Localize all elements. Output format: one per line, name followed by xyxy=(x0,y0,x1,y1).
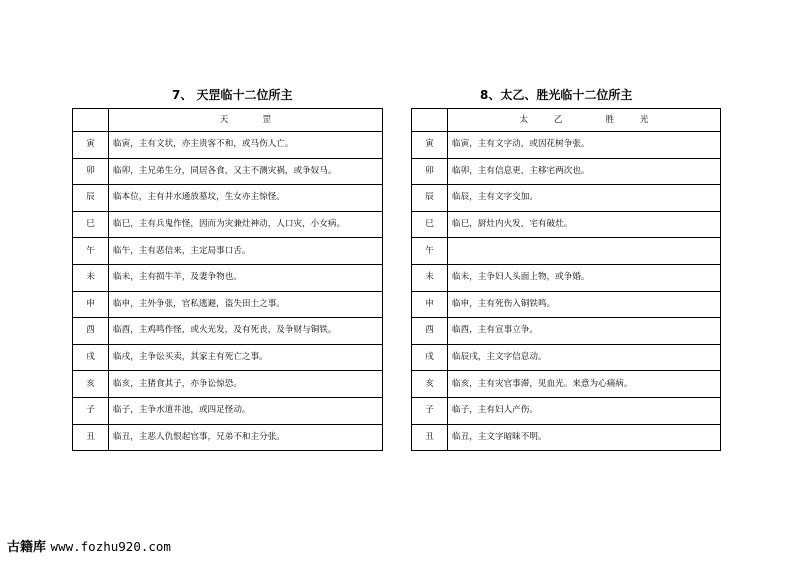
branch-cell: 戌 xyxy=(73,344,109,371)
branch-cell: 酉 xyxy=(412,318,448,345)
header-blank-cell xyxy=(412,109,448,132)
meaning-cell: 临寅，主有文字动，或因花树争张。 xyxy=(448,132,721,159)
meaning-cell: 临本位，主有井水通放墓坟，生女亦主惊怪。 xyxy=(109,185,383,212)
meaning-cell: 临酉，主有宣事立争。 xyxy=(448,318,721,345)
table-header-cell: 天 罡 xyxy=(109,109,383,132)
meaning-cell: 临未，主争妇人头面上物，或争婚。 xyxy=(448,264,721,291)
table-row xyxy=(412,132,721,159)
meaning-cell: 临午，主有恶信来，主定局事口舌。 xyxy=(109,238,383,265)
table-row xyxy=(73,397,383,424)
table-row xyxy=(73,371,383,398)
table-row xyxy=(412,158,721,185)
meaning-cell: 临辰，主有文字交加。 xyxy=(448,185,721,212)
branch-cell: 辰 xyxy=(73,185,109,212)
branch-cell: 巳 xyxy=(412,211,448,238)
right-section-title: 8、太乙、胜光临十二位所主 xyxy=(480,88,633,102)
table-row xyxy=(73,185,383,212)
site-name: 古籍库 xyxy=(7,540,47,555)
table-row xyxy=(73,158,383,185)
branch-cell: 未 xyxy=(73,264,109,291)
meaning-cell: 临未，主有损牛羊，及妻争物也。 xyxy=(109,264,383,291)
branch-cell: 寅 xyxy=(412,132,448,159)
branch-cell: 辰 xyxy=(412,185,448,212)
tiangang-table xyxy=(72,108,383,451)
branch-cell: 丑 xyxy=(73,424,109,451)
table-row xyxy=(412,185,721,212)
table-row xyxy=(73,318,383,345)
table-row xyxy=(73,264,383,291)
branch-cell: 子 xyxy=(73,397,109,424)
branch-cell: 午 xyxy=(412,238,448,265)
meaning-cell: 临丑，主恶人仇恨起官事，兄弟不和主分张。 xyxy=(109,424,383,451)
meaning-cell: 临申，主外争张，官私逃避，盗失田土之事。 xyxy=(109,291,383,318)
header-blank-cell xyxy=(73,109,109,132)
meaning-cell: 临卯，主兄弟生分，同居各食，又主不测灾祸，或争奴马。 xyxy=(109,158,383,185)
branch-cell: 寅 xyxy=(73,132,109,159)
table-row xyxy=(412,211,721,238)
meaning-cell: 临申，主有死伤入铜铁鸣。 xyxy=(448,291,721,318)
branch-cell: 未 xyxy=(412,264,448,291)
table-row xyxy=(412,424,721,451)
branch-cell: 申 xyxy=(412,291,448,318)
branch-cell: 卯 xyxy=(412,158,448,185)
branch-cell: 亥 xyxy=(73,371,109,398)
meaning-cell xyxy=(448,238,721,265)
table-row xyxy=(412,397,721,424)
site-url-link[interactable]: www.fozhu920.com xyxy=(50,539,171,554)
meaning-cell: 临寅，主有文状，亦主贵客不和，或马伤人亡。 xyxy=(109,132,383,159)
branch-cell: 申 xyxy=(73,291,109,318)
table-row xyxy=(73,424,383,451)
table-row xyxy=(412,318,721,345)
meaning-cell: 临辰戌，主文字信息动。 xyxy=(448,344,721,371)
meaning-cell: 临巳，厨灶内火发，宅有破灶。 xyxy=(448,211,721,238)
table-row xyxy=(412,371,721,398)
meaning-cell: 临卯，主有信息更，主移宅两次也。 xyxy=(448,158,721,185)
meaning-cell: 临戌，主争讼买卖，其家主有死亡之事。 xyxy=(109,344,383,371)
branch-cell: 午 xyxy=(73,238,109,265)
branch-cell: 丑 xyxy=(412,424,448,451)
table-row xyxy=(73,344,383,371)
table-row xyxy=(73,291,383,318)
table-row xyxy=(412,264,721,291)
table-row xyxy=(73,132,383,159)
table-row xyxy=(412,238,721,265)
meaning-cell: 临子，主有妇人产伤。 xyxy=(448,397,721,424)
table-row xyxy=(73,211,383,238)
branch-cell: 卯 xyxy=(73,158,109,185)
branch-cell: 戌 xyxy=(412,344,448,371)
table-row xyxy=(73,238,383,265)
left-section-title: 7、 天罡临十二位所主 xyxy=(172,88,293,102)
meaning-cell: 临子，主争水道井池，或四足怪动。 xyxy=(109,397,383,424)
branch-cell: 子 xyxy=(412,397,448,424)
taiyi-shengguang-table xyxy=(411,108,721,451)
table-row xyxy=(412,344,721,371)
table-header-row xyxy=(73,109,383,132)
meaning-cell: 临亥，主有灾官事滞，见血光。来意为心痛病。 xyxy=(448,371,721,398)
branch-cell: 巳 xyxy=(73,211,109,238)
table-header-row xyxy=(412,109,721,132)
site-footer xyxy=(7,539,171,556)
branch-cell: 亥 xyxy=(412,371,448,398)
meaning-cell: 临亥，主猪食其子，亦争讼惊恐。 xyxy=(109,371,383,398)
meaning-cell: 临丑，主文字暗昧不明。 xyxy=(448,424,721,451)
table-row xyxy=(412,291,721,318)
meaning-cell: 临酉，主鸡鸣作怪，或火光发，及有死丧，及争财与铜铁。 xyxy=(109,318,383,345)
table-header-cell: 太 乙 胜 光 xyxy=(448,109,721,132)
branch-cell: 酉 xyxy=(73,318,109,345)
meaning-cell: 临巳，主有兵鬼作怪，因而为灾兼灶神动，人口灾，小女病。 xyxy=(109,211,383,238)
